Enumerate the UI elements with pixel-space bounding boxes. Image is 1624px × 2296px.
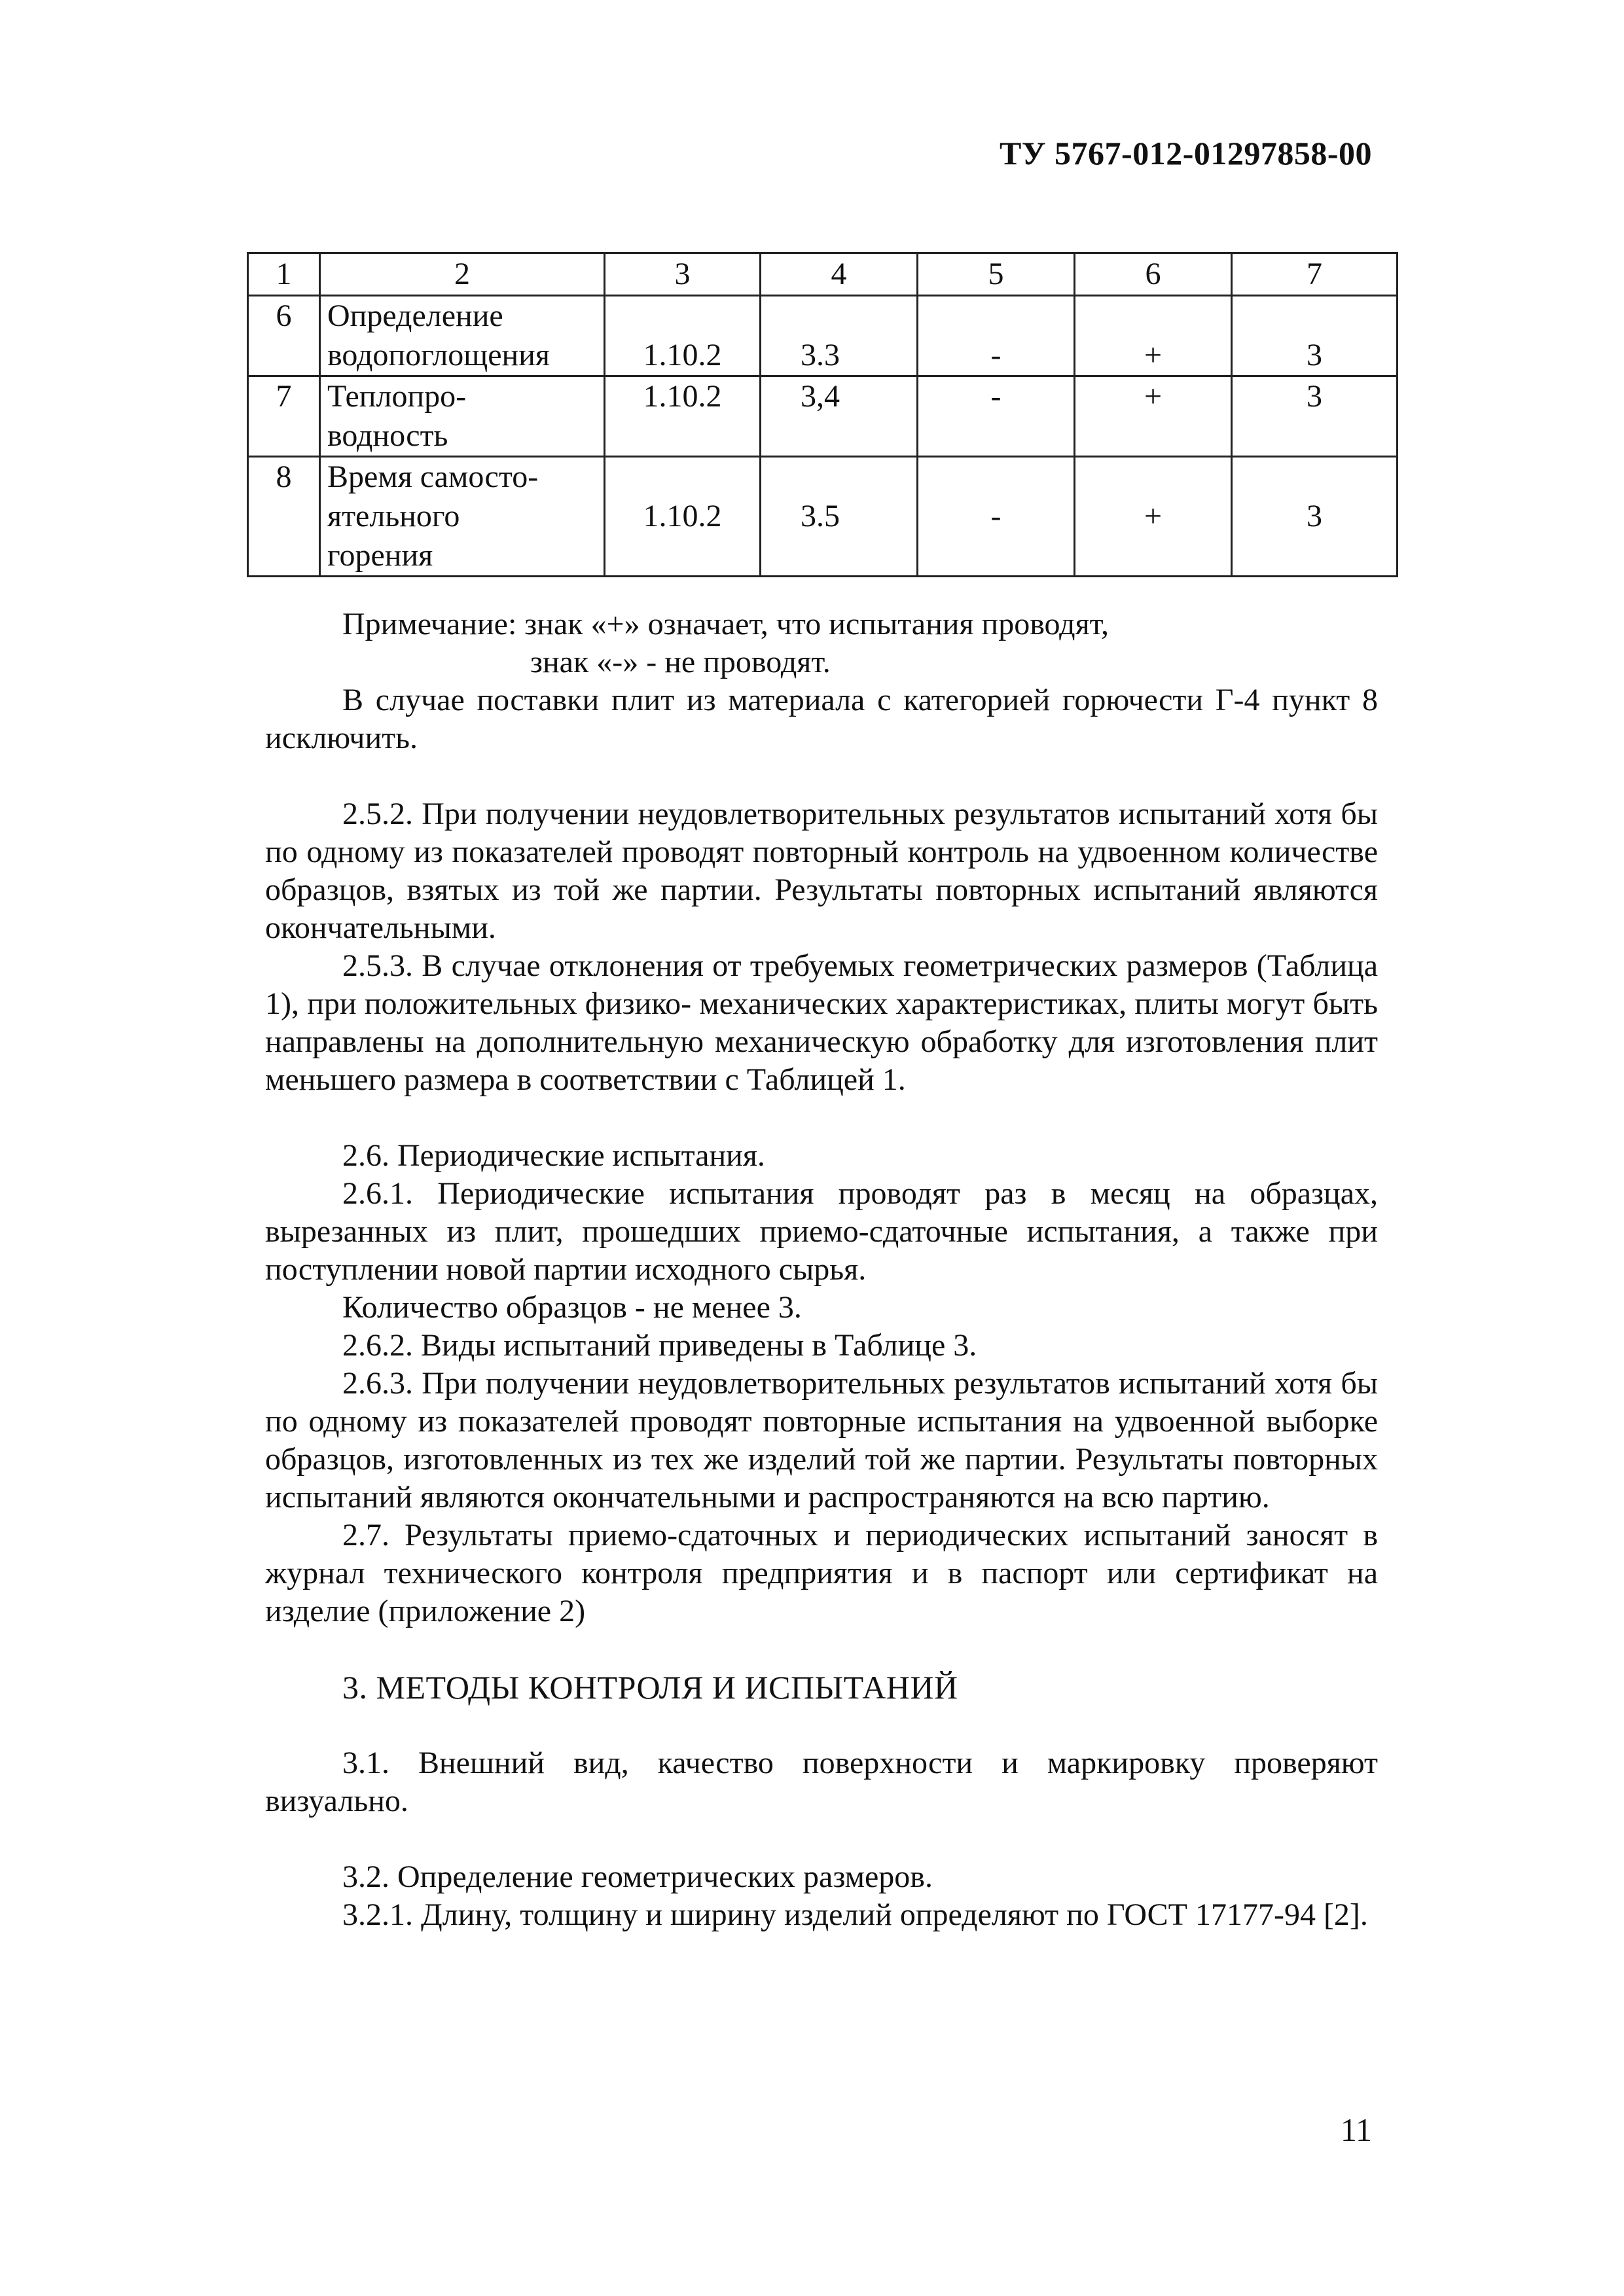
paragraph: В случае поставки плит из материала с категорией горючести Г-4 пункт 8 исключить. — [265, 683, 1378, 755]
periodic-mark: + — [1075, 376, 1232, 457]
paragraph: 2.6. Периодические испытания. — [342, 1138, 765, 1173]
page-number: 11 — [1340, 2111, 1372, 2148]
clause-ref: 1.10.2 — [605, 376, 761, 457]
test-name-line: Время самосто- — [327, 459, 539, 494]
method-ref: 3.3 — [761, 296, 918, 376]
periodic-mark: + — [1075, 457, 1232, 577]
table-header-cell: 2 — [320, 253, 605, 296]
clause-ref: 1.10.2 — [605, 296, 761, 376]
note-line: знак «-» - не проводят. — [530, 645, 831, 679]
paragraph: Количество образцов - не менее 3. — [342, 1290, 802, 1325]
section-title: 3. МЕТОДЫ КОНТРОЛЯ И ИСПЫТАНИЙ — [342, 1669, 958, 1706]
clause-ref: 1.10.2 — [605, 457, 761, 577]
table-header-cell: 5 — [918, 253, 1075, 296]
test-name — [320, 457, 605, 577]
table-row — [248, 296, 1398, 376]
table-header-cell: 1 — [248, 253, 320, 296]
table-row — [248, 457, 1398, 577]
method-ref: 3,4 — [761, 376, 918, 457]
acceptance-mark: - — [918, 457, 1075, 577]
table-header-cell: 7 — [1232, 253, 1398, 296]
method-ref: 3.5 — [761, 457, 918, 577]
test-name — [320, 296, 605, 376]
test-name-line: горения — [327, 538, 433, 573]
paragraph: 2.6.3. При получении неудовлетворительных результатов испытаний хотя бы по одному из показателей проводят повторные испытания на удвоенной выборке образцов, изготовленных из тех же изделий той же партии. Результаты повторных испытаний являются окончательными и распространяются на всю партию. — [265, 1366, 1378, 1515]
paragraph: 2.6.2. Виды испытаний приведены в Таблице 3. — [342, 1328, 977, 1363]
paragraph: 2.7. Результаты приемо-сдаточных и периодических испытаний заносят в журнал технического контроля предприятия и в паспорт или сертификат на изделие (приложение 2) — [265, 1518, 1378, 1628]
test-name-line: Определение — [327, 298, 503, 333]
row-number: 8 — [248, 457, 320, 577]
note-line: Примечание: знак «+» означает, что испытания проводят, — [342, 607, 1110, 641]
test-name-line: Теплопро- — [327, 379, 467, 414]
table-header-row — [248, 253, 1398, 296]
paragraph: 2.5.3. В случае отклонения от требуемых геометрических размеров (Таблица 1), при положительных физико- механических характеристиках, плиты могут быть направлены на дополнительную механическую обработку для изготовления плит меньшего размера в соответствии с Таблицей 1. — [265, 948, 1378, 1097]
test-name — [320, 376, 605, 457]
table-header-cell: 6 — [1075, 253, 1232, 296]
acceptance-mark: - — [918, 296, 1075, 376]
sample-count: 3 — [1232, 457, 1398, 577]
table-header-cell: 3 — [605, 253, 761, 296]
sample-count: 3 — [1232, 296, 1398, 376]
test-name-line: водность — [327, 418, 448, 453]
periodic-mark: + — [1075, 296, 1232, 376]
row-number: 6 — [248, 296, 320, 376]
acceptance-mark: - — [918, 376, 1075, 457]
document-code: ТУ 5767-012-01297858-00 — [1000, 135, 1372, 171]
document-body — [265, 605, 1378, 1934]
test-name-line: ятельного — [327, 499, 460, 533]
paragraph: 2.5.2. При получении неудовлетворительных результатов испытаний хотя бы по одному из показателей проводят повторный контроль на удвоенном количестве образцов, взятых из той же партии. Результаты повторных испытаний являются окончательными. — [265, 797, 1378, 945]
table-header-cell: 4 — [761, 253, 918, 296]
paragraph: 3.2. Определение геометрических размеров. — [342, 1859, 933, 1894]
paragraph: 3.1. Внешний вид, качество поверхности и маркировку проверяют визуально. — [265, 1746, 1378, 1818]
paragraph: 3.2.1. Длину, толщину и ширину изделий определяют по ГОСТ 17177-94 [2]. — [342, 1897, 1368, 1932]
sample-count: 3 — [1232, 376, 1398, 457]
row-number: 7 — [248, 376, 320, 457]
table-row — [248, 376, 1398, 457]
tests-table — [247, 252, 1398, 577]
paragraph: 2.6.1. Периодические испытания проводят раз в месяц на образцах, вырезанных из плит, прошедших приемо-сдаточные испытания, а также при поступлении новой партии исходного сырья. — [265, 1176, 1378, 1287]
test-name-line: водопоглощения — [327, 338, 550, 372]
